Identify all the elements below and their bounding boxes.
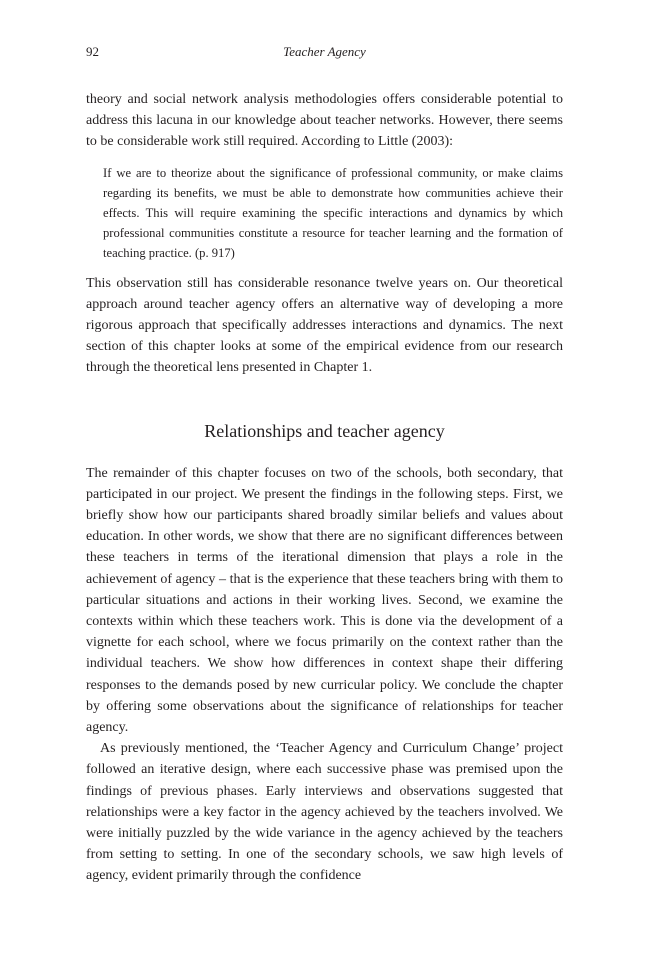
running-title: Teacher Agency	[283, 44, 366, 59]
paragraph-remainder: The remainder of this chapter focuses on two of the schools, both secondary, that participated in our project. We present the findings in the following steps. First, we briefly show how our participants shared broadly similar beliefs and values about education. In other words, we show that there are no significant differences between these teachers in terms of the iterational dimension that plays a role in the achievement of agency – that is the experience that these teachers bring with them to particular situations and actions in their working lives. Second, we examine the contexts within which these teachers work. This is done via the development of a vignette for each school, where we focus primarily on the context rather than the individual teachers. We show how differences in context shape their differing responses to the demands posed by new curricular policy. We conclude the chapter by offering some observations about the significance of relationships for teacher agency.	[86, 465, 563, 736]
paragraph-intro: theory and social network analysis methodologies offers considerable potential to address this lacuna in our knowledge about teacher networks. However, there seems to be considerable work still required. According to Little (2003):	[86, 92, 563, 150]
section-heading: Relationships and teacher agency	[204, 420, 445, 441]
running-header	[86, 44, 563, 66]
book-page	[86, 44, 563, 887]
paragraph-project-design: As previously mentioned, the ‘Teacher Agency and Curriculum Change’ project followed an iterative design, where each successive phase was premised upon the findings of previous phases. Early interviews and observations suggested that relationships were a key factor in the agency achieved by the teachers involved. We were initially puzzled by the wide variance in the agency achieved by the teachers from setting to setting. In one of the secondary schools, we saw high levels of agency, evident primarily through the confidence	[86, 741, 563, 884]
paragraph-observation: This observation still has considerable resonance twelve years on. Our theoretical approach around teacher agency offers an alternative way of developing a more rigorous approach that specifically addresses interactions and dynamics. The next section of this chapter looks at some of the empirical evidence from our research through the theoretical lens presented in Chapter 1.	[86, 275, 563, 376]
page-number: 92	[86, 44, 99, 59]
block-quote: If we are to theorize about the significance of professional community, or make claims regarding its benefits, we must be able to demonstrate how communities achieve their effects. This will require examining the specific interactions and dynamics by which professional communities constitute a resource for teacher learning and the formation of teaching practice. (p. 917)	[103, 165, 563, 260]
